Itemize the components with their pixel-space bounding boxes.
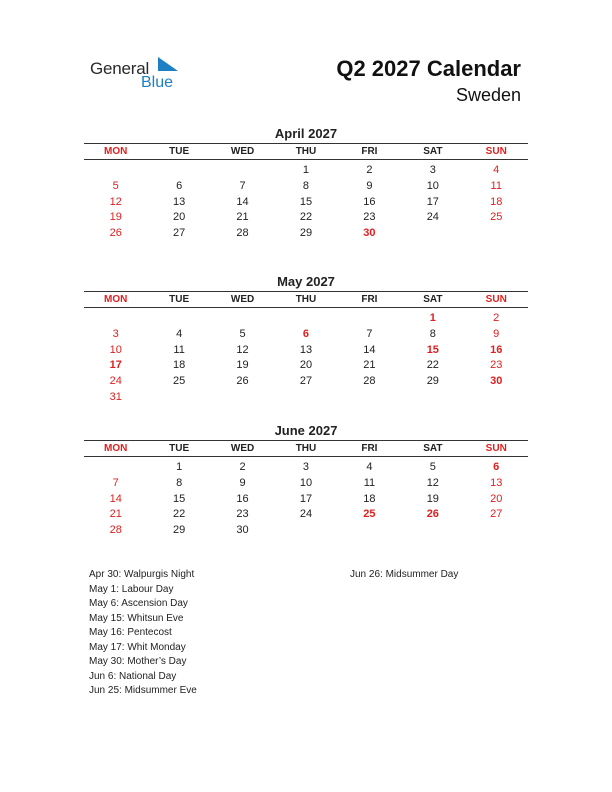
day-cell: 15 <box>426 343 439 356</box>
week-row <box>84 327 528 343</box>
holiday-item: Jun 6: National Day <box>89 670 177 682</box>
day-cell: 18 <box>173 359 186 372</box>
day-cell: 25 <box>363 508 376 521</box>
empty-day-cell <box>274 390 337 406</box>
weekday-label: THU <box>295 146 317 157</box>
day-cell: 3 <box>112 327 119 340</box>
week-row <box>84 179 528 195</box>
weekday-label: SUN <box>485 294 507 305</box>
day-cell: 22 <box>173 508 186 521</box>
day-cell: 24 <box>109 375 122 388</box>
empty-day-cell <box>147 311 210 327</box>
weekday-label: TUE <box>169 443 190 454</box>
empty-day-cell <box>401 523 464 539</box>
day-cell: 13 <box>173 195 186 208</box>
day-cell: 7 <box>366 327 373 340</box>
day-cell: 27 <box>490 508 503 521</box>
logo-flag-icon <box>158 57 180 73</box>
empty-day-cell <box>338 523 401 539</box>
month-title: April 2027 <box>274 126 338 141</box>
day-cell: 4 <box>493 164 500 176</box>
holiday-item: Apr 30: Walpurgis Night <box>89 569 195 580</box>
empty-day-cell <box>401 390 464 406</box>
day-cell: 19 <box>236 359 249 372</box>
day-cell: 5 <box>112 179 119 192</box>
day-cell: 17 <box>109 359 122 372</box>
weekday-label: MON <box>104 146 128 157</box>
day-cell: 10 <box>109 343 122 356</box>
holiday-item: May 16: Pentecost <box>89 627 172 638</box>
day-cell: 14 <box>363 343 376 356</box>
day-cell: 7 <box>239 179 246 192</box>
weekday-label: FRI <box>361 294 378 305</box>
day-cell: 8 <box>176 476 183 489</box>
empty-day-cell <box>147 390 210 406</box>
holiday-item: May 30: Mother’s Day <box>89 656 187 667</box>
week-row <box>84 311 528 327</box>
week-row <box>84 195 528 211</box>
day-cell: 15 <box>299 195 313 208</box>
empty-day-cell <box>84 163 147 179</box>
day-grid <box>84 311 528 406</box>
day-cell: 4 <box>366 461 373 473</box>
day-cell: 8 <box>302 179 310 192</box>
day-cell: 21 <box>363 359 376 372</box>
week-row <box>84 476 528 492</box>
generalblue-logo <box>90 57 190 93</box>
week-row <box>84 210 528 226</box>
day-cell: 21 <box>236 211 249 224</box>
day-cell: 26 <box>236 375 249 388</box>
week-row <box>84 226 528 242</box>
day-cell: 17 <box>299 492 313 505</box>
day-cell: 22 <box>299 211 313 224</box>
holiday-item: Jun 26: Midsummer Day <box>350 569 459 580</box>
empty-day-cell <box>84 311 147 327</box>
day-cell: 24 <box>299 508 313 521</box>
day-cell: 2 <box>493 312 500 324</box>
day-cell: 30 <box>363 227 376 240</box>
empty-day-cell <box>465 390 528 406</box>
day-cell: 20 <box>173 211 186 224</box>
day-cell: 12 <box>426 476 439 489</box>
day-cell: 6 <box>176 179 183 192</box>
day-cell: 18 <box>363 492 376 505</box>
day-cell: 16 <box>490 343 503 356</box>
day-cell: 22 <box>426 359 439 372</box>
day-cell: 5 <box>239 327 246 340</box>
empty-day-cell <box>211 163 274 179</box>
weekday-label: SAT <box>423 443 443 454</box>
weekday-header <box>84 441 528 456</box>
weekday-label: WED <box>230 146 255 157</box>
week-row <box>84 163 528 179</box>
month-may <box>84 273 528 406</box>
page-title: Q2 2027 Calendar <box>336 56 521 81</box>
day-cell: 26 <box>426 508 439 521</box>
day-cell: 17 <box>426 195 439 208</box>
weekday-label: FRI <box>361 146 378 157</box>
holiday-item: May 1: Labour Day <box>89 583 174 595</box>
weekday-label: SAT <box>423 146 443 157</box>
weekday-label: TUE <box>169 146 190 157</box>
weekday-label: FRI <box>361 443 378 454</box>
empty-day-cell <box>147 163 210 179</box>
day-cell: 26 <box>109 227 122 240</box>
day-cell: 1 <box>302 164 310 176</box>
day-cell: 1 <box>176 461 183 473</box>
empty-day-cell <box>274 523 337 539</box>
month-title: June 2027 <box>274 423 338 438</box>
day-cell: 14 <box>236 195 249 208</box>
day-cell: 28 <box>363 375 376 388</box>
weekday-label: SUN <box>485 146 507 157</box>
weekday-label: SUN <box>485 443 507 454</box>
weekday-label: THU <box>295 443 317 454</box>
day-cell: 30 <box>490 375 503 388</box>
holiday-list-left <box>89 568 197 699</box>
empty-day-cell <box>465 523 528 539</box>
day-cell: 15 <box>173 492 186 505</box>
day-cell: 20 <box>299 359 313 372</box>
week-row <box>84 343 528 359</box>
weekday-label: MON <box>104 294 128 305</box>
holiday-item: May 6: Ascension Day <box>89 598 188 609</box>
week-row <box>84 492 528 508</box>
empty-day-cell <box>211 390 274 406</box>
weekday-label: MON <box>104 443 128 454</box>
day-cell: 23 <box>363 211 376 224</box>
month-april <box>84 125 528 242</box>
day-cell: 28 <box>109 524 122 537</box>
day-cell: 13 <box>490 476 503 489</box>
week-row <box>84 358 528 374</box>
day-cell: 14 <box>109 492 122 505</box>
empty-day-cell <box>274 311 337 327</box>
weekday-label: SAT <box>423 294 443 305</box>
day-cell: 8 <box>429 327 436 340</box>
day-cell: 12 <box>236 343 249 356</box>
day-cell: 23 <box>490 359 503 372</box>
holiday-item: Jun 25: Midsummer Eve <box>89 685 197 696</box>
weekday-label: THU <box>295 294 317 305</box>
weekday-header <box>84 144 528 159</box>
day-cell: 18 <box>490 195 503 208</box>
week-row <box>84 507 528 523</box>
weekday-label: TUE <box>169 294 190 305</box>
day-cell: 25 <box>173 375 186 388</box>
day-cell: 9 <box>239 476 246 489</box>
day-cell: 21 <box>109 508 122 521</box>
day-cell: 27 <box>299 375 313 388</box>
holiday-list-right <box>350 568 458 583</box>
day-cell: 11 <box>490 179 502 192</box>
day-cell: 31 <box>109 390 122 403</box>
day-cell: 10 <box>426 179 439 192</box>
day-cell: 16 <box>236 492 249 505</box>
day-cell: 23 <box>236 508 249 521</box>
weekday-header <box>84 292 528 307</box>
week-row <box>84 374 528 390</box>
day-cell: 7 <box>112 476 119 489</box>
day-cell: 29 <box>299 227 313 240</box>
week-row <box>84 460 528 476</box>
day-cell: 5 <box>429 461 436 473</box>
divider <box>84 456 528 457</box>
day-cell: 27 <box>173 227 186 240</box>
week-row <box>84 523 528 539</box>
day-cell: 28 <box>236 227 249 240</box>
weekday-label: WED <box>230 443 255 454</box>
day-cell: 1 <box>429 312 436 324</box>
country-name: Sweden <box>455 85 521 105</box>
week-row <box>84 390 528 406</box>
day-cell: 11 <box>363 476 376 489</box>
day-cell: 9 <box>366 179 373 192</box>
day-cell: 16 <box>363 195 376 208</box>
empty-day-cell <box>84 460 147 476</box>
empty-day-cell <box>465 226 528 242</box>
day-cell: 13 <box>299 343 313 356</box>
day-cell: 30 <box>236 524 249 537</box>
day-cell: 3 <box>302 461 310 473</box>
day-cell: 20 <box>490 492 503 505</box>
day-cell: 4 <box>176 327 183 340</box>
month-title: May 2027 <box>277 274 335 289</box>
day-cell: 19 <box>426 492 439 505</box>
empty-day-cell <box>211 311 274 327</box>
holiday-item: May 17: Whit Monday <box>89 641 186 653</box>
holiday-item: May 15: Whitsun Eve <box>89 612 184 624</box>
divider <box>84 307 528 308</box>
day-cell: 29 <box>426 375 439 388</box>
divider <box>84 159 528 160</box>
day-cell: 11 <box>173 343 185 356</box>
logo-text-blue: Blue <box>141 74 174 91</box>
day-cell: 6 <box>302 327 310 340</box>
day-cell: 19 <box>109 211 122 224</box>
day-cell: 9 <box>493 327 500 340</box>
day-cell: 2 <box>239 461 246 473</box>
day-cell: 6 <box>493 461 500 473</box>
weekday-label: WED <box>230 294 255 305</box>
day-cell: 2 <box>366 164 373 176</box>
day-cell: 3 <box>429 164 436 176</box>
day-cell: 29 <box>173 524 186 537</box>
empty-day-cell <box>401 226 464 242</box>
day-cell: 24 <box>426 211 439 224</box>
empty-day-cell <box>338 390 401 406</box>
month-june <box>84 422 528 539</box>
day-grid <box>84 460 528 539</box>
day-cell: 12 <box>109 195 122 208</box>
day-cell: 10 <box>299 476 313 489</box>
day-grid <box>84 163 528 242</box>
logo-text-general: General <box>90 59 150 78</box>
empty-day-cell <box>338 311 401 327</box>
day-cell: 25 <box>490 211 503 224</box>
